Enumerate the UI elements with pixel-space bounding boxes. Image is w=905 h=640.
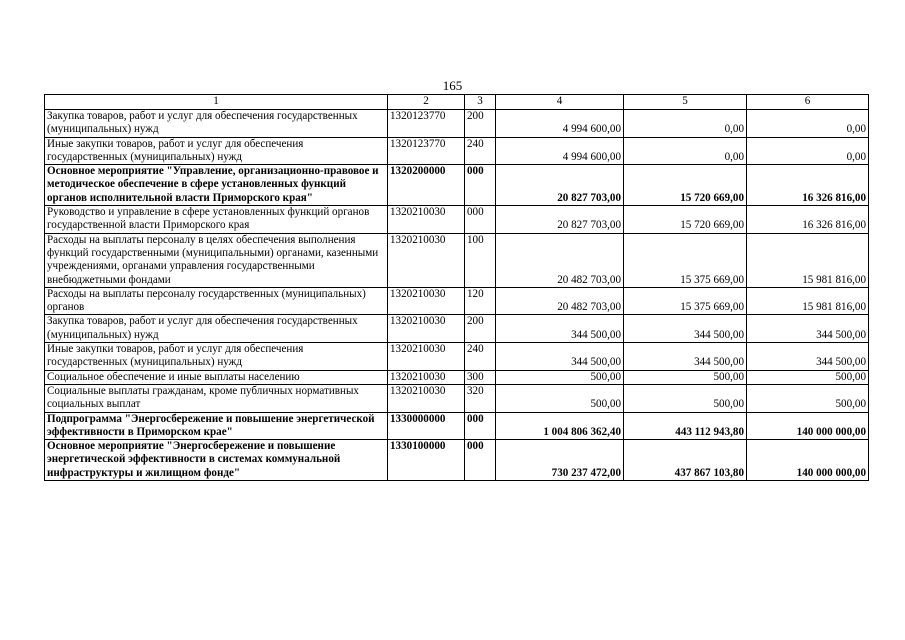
header-row [45, 95, 869, 110]
row-name-cell: Руководство и управление в сфере установленных функций органов государственной власти Приморского края [45, 206, 388, 234]
row-name-cell: Закупка товаров, работ и услуг для обеспечения государственных (муниципальных) нужд [45, 110, 388, 138]
header-cell-5: 5 [624, 95, 747, 110]
row-value-5-cell: 15 375 669,00 [624, 233, 747, 287]
row-value-5-cell: 15 720 669,00 [624, 206, 747, 234]
row-type-cell: 000 [465, 206, 496, 234]
row-value-4-cell: 500,00 [496, 370, 624, 384]
row-code-cell: 1320210030 [388, 370, 465, 384]
row-type-cell: 120 [465, 287, 496, 315]
header-cell-3: 3 [465, 95, 496, 110]
row-name-cell: Расходы на выплаты персоналу государственных (муниципальных) органов [45, 287, 388, 315]
table-row [45, 315, 869, 343]
row-code-cell: 1320210030 [388, 233, 465, 287]
table-row [45, 343, 869, 371]
row-code-cell: 1330000000 [388, 412, 465, 440]
row-value-4-cell: 4 994 600,00 [496, 110, 624, 138]
row-name-cell: Подпрограмма "Энергосбережение и повышение энергетической эффективности в Приморском крае" [45, 412, 388, 440]
row-value-6-cell: 500,00 [747, 384, 869, 412]
row-value-4-cell: 20 482 703,00 [496, 287, 624, 315]
row-type-cell: 240 [465, 343, 496, 371]
header-cell-4: 4 [496, 95, 624, 110]
row-value-5-cell: 500,00 [624, 370, 747, 384]
header-cell-2: 2 [388, 95, 465, 110]
page-number: 165 [442, 78, 463, 93]
row-value-6-cell: 0,00 [747, 137, 869, 165]
row-value-5-cell: 0,00 [624, 110, 747, 138]
row-name-cell: Расходы на выплаты персоналу в целях обеспечения выполнения функций государственными (муниципальными) органами, казенными учреждениями, органами управления государственными внебюджетными фондами [45, 233, 388, 287]
row-code-cell: 1320210030 [388, 315, 465, 343]
row-name-cell: Основное мероприятие "Управление, организационно-правовое и методическое обеспечение в сфере установленных функций органов исполнительной власти Приморского края" [45, 165, 388, 206]
table-row [45, 206, 869, 234]
table-row [45, 137, 869, 165]
row-name-cell: Иные закупки товаров, работ и услуг для обеспечения государственных (муниципальных) нужд [45, 343, 388, 371]
row-value-5-cell: 443 112 943,80 [624, 412, 747, 440]
row-code-cell: 1330100000 [388, 440, 465, 481]
row-value-4-cell: 344 500,00 [496, 315, 624, 343]
row-code-cell: 1320210030 [388, 384, 465, 412]
row-value-5-cell: 500,00 [624, 384, 747, 412]
table-row [45, 384, 869, 412]
row-value-6-cell: 16 326 816,00 [747, 165, 869, 206]
table-row [45, 165, 869, 206]
header-cell-1: 1 [45, 95, 388, 110]
row-value-6-cell: 0,00 [747, 110, 869, 138]
row-value-5-cell: 344 500,00 [624, 343, 747, 371]
row-code-cell: 1320200000 [388, 165, 465, 206]
row-name-cell: Иные закупки товаров, работ и услуг для обеспечения государственных (муниципальных) нужд [45, 137, 388, 165]
row-value-6-cell: 140 000 000,00 [747, 412, 869, 440]
row-type-cell: 240 [465, 137, 496, 165]
table-row [45, 287, 869, 315]
row-code-cell: 1320210030 [388, 287, 465, 315]
row-value-4-cell: 344 500,00 [496, 343, 624, 371]
table-row [45, 370, 869, 384]
row-type-cell: 100 [465, 233, 496, 287]
row-type-cell: 200 [465, 110, 496, 138]
row-code-cell: 1320123770 [388, 137, 465, 165]
row-code-cell: 1320210030 [388, 343, 465, 371]
row-type-cell: 300 [465, 370, 496, 384]
row-value-6-cell: 16 326 816,00 [747, 206, 869, 234]
row-value-6-cell: 15 981 816,00 [747, 233, 869, 287]
row-name-cell: Закупка товаров, работ и услуг для обеспечения государственных (муниципальных) нужд [45, 315, 388, 343]
row-code-cell: 1320210030 [388, 206, 465, 234]
header-cell-6: 6 [747, 95, 869, 110]
row-value-5-cell: 0,00 [624, 137, 747, 165]
row-value-6-cell: 140 000 000,00 [747, 440, 869, 481]
row-value-5-cell: 437 867 103,80 [624, 440, 747, 481]
row-value-4-cell: 1 004 806 362,40 [496, 412, 624, 440]
row-value-6-cell: 344 500,00 [747, 343, 869, 371]
row-value-6-cell: 15 981 816,00 [747, 287, 869, 315]
table-row [45, 412, 869, 440]
row-value-6-cell: 344 500,00 [747, 315, 869, 343]
row-value-4-cell: 730 237 472,00 [496, 440, 624, 481]
row-type-cell: 000 [465, 412, 496, 440]
row-value-5-cell: 15 720 669,00 [624, 165, 747, 206]
table-row [45, 440, 869, 481]
row-code-cell: 1320123770 [388, 110, 465, 138]
row-type-cell: 000 [465, 165, 496, 206]
row-value-5-cell: 344 500,00 [624, 315, 747, 343]
table-row [45, 110, 869, 138]
row-name-cell: Социальные выплаты гражданам, кроме публичных нормативных социальных выплат [45, 384, 388, 412]
row-value-6-cell: 500,00 [747, 370, 869, 384]
row-value-4-cell: 20 827 703,00 [496, 206, 624, 234]
budget-table [44, 94, 869, 481]
row-value-4-cell: 500,00 [496, 384, 624, 412]
row-name-cell: Основное мероприятие "Энергосбережение и повышение энергетической эффективности в системах коммунальной инфраструктуры и жилищном фонде" [45, 440, 388, 481]
row-value-5-cell: 15 375 669,00 [624, 287, 747, 315]
row-value-4-cell: 20 827 703,00 [496, 165, 624, 206]
row-type-cell: 000 [465, 440, 496, 481]
row-name-cell: Социальное обеспечение и иные выплаты населению [45, 370, 388, 384]
row-type-cell: 320 [465, 384, 496, 412]
table-row [45, 233, 869, 287]
row-value-4-cell: 4 994 600,00 [496, 137, 624, 165]
row-value-4-cell: 20 482 703,00 [496, 233, 624, 287]
row-type-cell: 200 [465, 315, 496, 343]
